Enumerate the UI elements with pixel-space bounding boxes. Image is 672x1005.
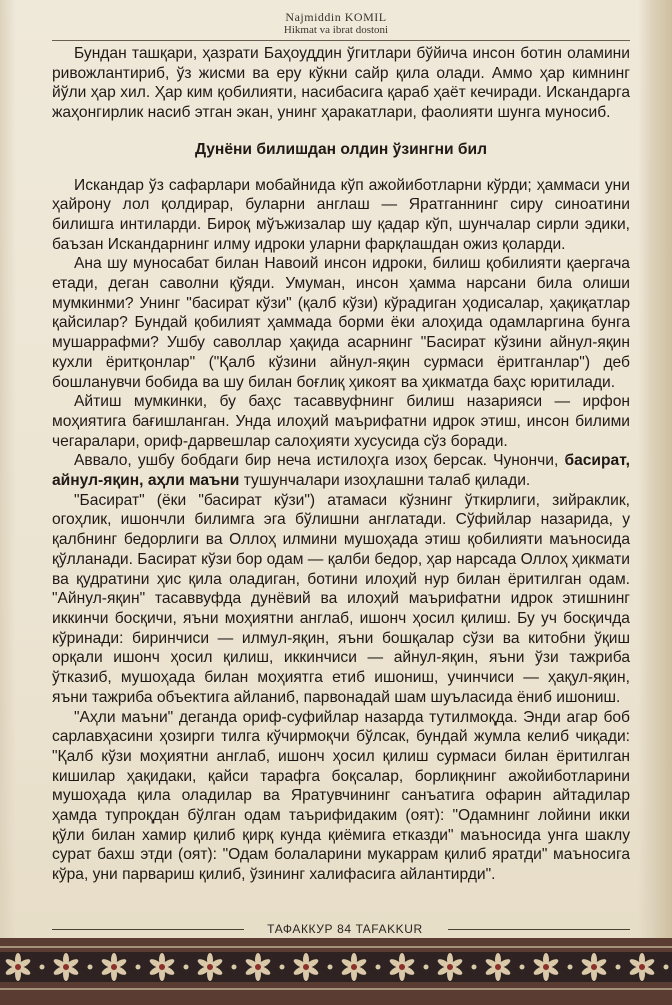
ornament-flower — [628, 953, 655, 981]
ornament-flower — [100, 953, 127, 981]
ornament-dot — [328, 965, 333, 970]
paragraph-4 — [52, 451, 630, 490]
body-text — [52, 44, 630, 885]
ornament-flower — [340, 953, 367, 981]
ornament-dot — [376, 965, 381, 970]
ornament-flower — [244, 953, 271, 981]
ornament-dot — [424, 965, 429, 970]
ornament-dot — [568, 965, 573, 970]
ornament-dot — [184, 965, 189, 970]
folio-right-label: TAFAKKUR — [355, 922, 423, 936]
paragraph-2: Ана шу муносабат билан Навоий инсон идроки, билиш қобилияти қаергача етади, деган саволни қўяди. Умуман, инсон ҳамма нарсани била олиши мумкинми? Унинг "басират кўзи" (қалб кўзи) кўрадиган ҳодисалар, ҳақиқатлар қайсилар? Бундай қобилият ҳаммада борми ёки алоҳида одамларгина бунга мушаррафми? Ушбу саволлар ҳақида асарнинг "Басират кўзини айнул-яқин кухли ёритқонлар" ("Қалб кўзини айнул-яқин сурмаси ёритганлар") деб бошланувчи бобида ва шу билан боғлиқ ҳикоят ва ҳикматда баҳс юритилади. — [52, 255, 630, 391]
folio-rule-right — [448, 929, 630, 930]
ornament-flower — [4, 953, 31, 981]
ornamental-border — [0, 938, 672, 1005]
ornament-dot — [280, 965, 285, 970]
ornament-flower — [532, 953, 559, 981]
ornament-flower — [196, 953, 223, 981]
section-heading: Дунёни билишдан олдин ўзингни бил — [194, 140, 488, 158]
paragraph-3: Айтиш мумкинки, бу баҳс тасаввуфнинг билиш назарияси — ирфон моҳиятига бағишланган. Унда илоҳий маърифатни идрок этиш, инсон билими чегаралари, ориф-дарвешлар салоҳияти хусусида сўз боради. — [52, 393, 630, 450]
folio-rule-left — [52, 929, 244, 930]
ornament-pattern — [0, 938, 672, 1005]
ornament-dot — [136, 965, 141, 970]
paragraph-6: "Аҳли маъни" деганда ориф-суфийлар назарда тутилмоқда. Энди агар боб сарлавҳасини ҳозирги тилга кўчирмоқчи бўлсак, бундай жумла келиб чиқади: "Қалб кўзи моҳиятни англаб, ишонч ҳосил қилиш сурмаси билан ёритилган кишилар ҳақидаки, қайси тарафга боқсалар, борлиқнинг ажойиботларини мушоҳада қила оладилар ва Яратувчининг санъатига офарин айтадилар ҳамда тупроқдан бўлган одам таърифидаким (оят): "Одамнинг лойини икки қўли билан хамир қилиб қирқ кунда қиёмига етказди" маъносида унга шаклу сурат бахш этди (оят): "Одам болаларини мукаррам қилиб яратди" маъносига кўра, уни парвариш қилиб, ўзининг халифасига айлантирди". — [52, 708, 630, 884]
ornament-flower — [436, 953, 463, 981]
ornament-flower — [484, 953, 511, 981]
ornament-flower — [52, 953, 79, 981]
ornament-dot — [40, 965, 45, 970]
paragraph-5: "Басират" (ёки "басират кўзи") атамаси кўзнинг ўткирлиги, зийраклик, огоҳлик, ишончли билимга эга бўлишни англатади. Сўфийлар назарида, у қалбнинг бедорлиги ва Оллоҳ илмини мушоҳада этиш қобилияти маъносида қўлланади. Басират кўзи бор одам — қалби бедор, ҳар нарсада Оллоҳ ҳикмати ва қудратини ҳис қила оладиган, ботини илоҳий нур билан ёритилган одам. "Айнул-яқин" тасаввуфда дунёвий ва илоҳий маърифатни идрок этишнинг иккинчи босқичи, яъни моҳиятни англаб, ишонч ҳосил қилиш. Бу уч босқичда кўринади: биринчиси — илмул-яқин, яъни бошқалар сўзи ва китобни ўқиш орқали ишонч ҳосил қилиш, иккинчиси — айнул-яқин, яъни ўзи тажриба ўтказиб, мушоҳада билан моҳиятга етиб ишониш, учинчиси — ҳақул-яқин, яъни тажриба объектига айланиб, парвонадай шам шуъласида ёниб ишониш. — [52, 491, 630, 706]
page-number: 84 — [337, 922, 352, 936]
header-rule — [52, 40, 630, 41]
ornament-dot — [88, 965, 93, 970]
ornament-line-bottom — [0, 988, 672, 990]
header-book-title: Hikmat va ibrat dostoni — [283, 24, 389, 36]
page-curl-shadow — [638, 0, 672, 960]
ornament-flower — [148, 953, 175, 981]
ornament-line-top — [0, 946, 672, 948]
ornament-dot — [520, 965, 525, 970]
ornament-dot — [616, 965, 621, 970]
paragraph-intro: Бундан ташқари, ҳазрати Баҳоуддин ўгитлари бўйича инсон ботин оламини ривожлантириб, ўз жисми ва еру кўкни сайр қила олади. Аммо ҳар кимнинг йўли ҳар хил. Ҳар ким қобилияти, насибасига қараб ҳаёт кечиради. Искандарга жаҳонгирлик насиб этган экан, унинг ҳаракатлари, фаолияти шунга муносиб. — [52, 45, 630, 122]
ornament-flower — [388, 953, 415, 981]
ornament-flower — [580, 953, 607, 981]
folio-left-label: ТАФАККУР — [267, 922, 334, 936]
ornament-dot — [664, 965, 669, 970]
header-author: Najmiddin KOMIL — [285, 10, 387, 24]
paragraph-4-terms: басират, айнул-яқин, аҳли маъни — [52, 452, 630, 490]
paragraph-4-lead: Аввало, ушбу бобдаги бир неча истилоҳга изоҳ берсак. Чунончи, — [74, 452, 565, 470]
ornament-dot — [232, 965, 237, 970]
running-head — [0, 10, 672, 37]
folio — [230, 922, 460, 936]
ornament-dot — [472, 965, 477, 970]
paragraph-1: Искандар ўз сафарлари мобайнида кўп ажойиботларни кўрди; ҳаммаси уни ҳайрону лол қолдирар, буларни англаш — Яратганнинг сиру синоатини билишга интиларди. Бироқ мўъжизалар шу қадар кўп, шунчалар сирли эдики, баъзан Искандарнинг илму идроки уларни фарқлашдан ожиз қоларди. — [52, 176, 630, 253]
paragraph-4-tail: тушунчалари изоҳлашни талаб қилади. — [239, 472, 531, 490]
ornament-flower — [292, 953, 319, 981]
page-shadow-left — [0, 0, 16, 960]
